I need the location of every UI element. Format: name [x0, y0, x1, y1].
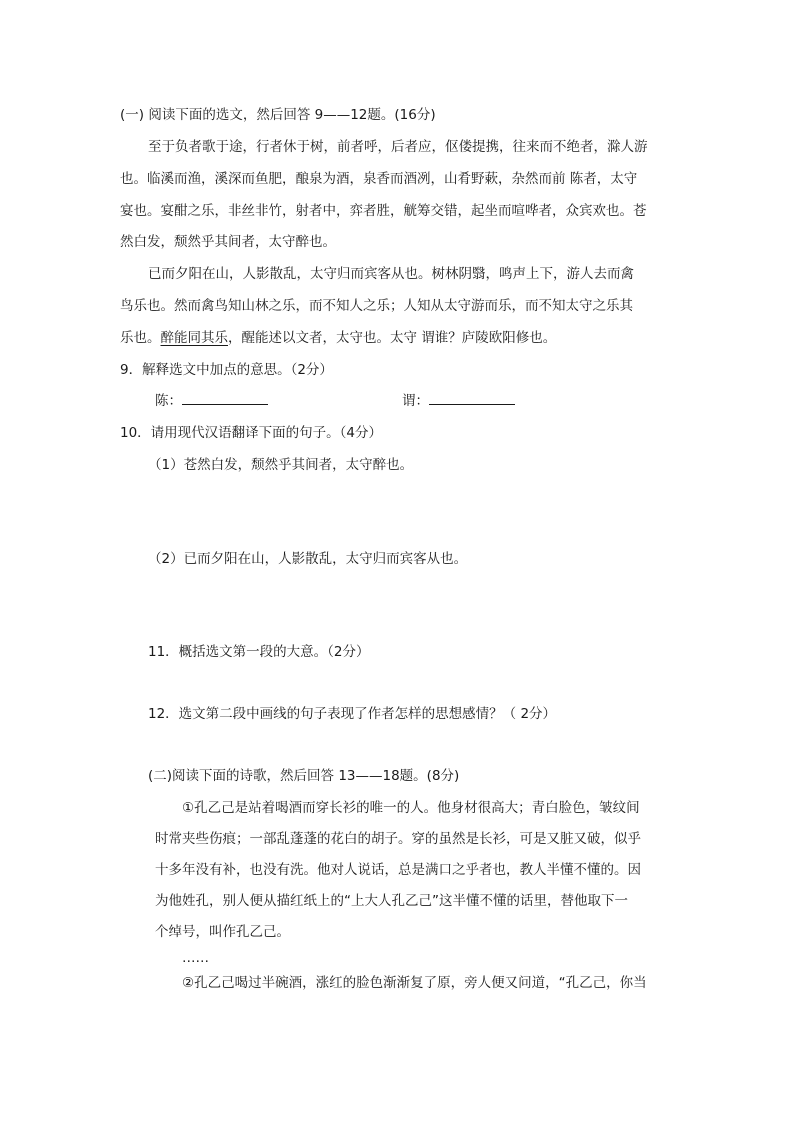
passage-line: 鸟乐也。然而禽鸟知山林之乐，而不知人之乐；人知从太守游而乐，而不知太守之乐其 [120, 298, 633, 314]
q9-item-chen [155, 392, 268, 410]
q10-sub2: （2）已而夕阳在山，人影散乱，太守归而宾客从也。 [148, 551, 468, 567]
poem-line: 个绰号，叫作孔乙己。 [155, 924, 290, 940]
passage-line: 宴也。宴酣之乐，非丝非竹，射者中，弈者胜，觥筹交错，起坐而喧哗者，众宾欢也。苍 [120, 203, 647, 219]
section2-header: (二)阅读下面的诗歌，然后回答 13——18题。(8分) [148, 768, 460, 784]
passage-line: 然白发，颓然乎其间者，太守醉也。 [120, 234, 336, 250]
poem-line: ②孔乙己喝过半碗酒，涨红的脸色渐渐复了原，旁人便又问道，“孔乙己，你当 [182, 975, 647, 991]
question-11: 11．概括选文第一段的大意。（2分） [148, 644, 370, 660]
section1-header: (一) 阅读下面的选文，然后回答 9——12题。(16分) [120, 107, 436, 123]
q9-label-wei: 谓： [402, 393, 429, 409]
question-12: 12．选文第二段中画线的句子表现了作者怎样的思想感情？（ 2分） [148, 706, 557, 722]
poem-line: 十多年没有补，也没有洗。他对人说话，总是满口之乎者也，教人半懂不懂的。因 [155, 862, 641, 878]
passage-line-with-underline [120, 329, 556, 347]
ellipsis: …… [182, 950, 209, 966]
q9-label-chen: 陈： [155, 393, 182, 409]
poem-line: 时常夹些伤痕；一部乱蓬蓬的花白的胡子。穿的虽然是长衫，可是又脏又破，似乎 [155, 831, 641, 847]
passage-line: 也。临溪而渔，溪深而鱼肥，酿泉为酒，泉香而酒冽，山肴野蔌，杂然而前 陈者，太守 [120, 171, 638, 187]
q9-item-wei [402, 392, 515, 410]
underlined-sentence: 醉能同其乐 [160, 330, 228, 346]
text-before-underline: 乐也。 [120, 330, 161, 346]
poem-line: ①孔乙己是站着喝酒而穿长衫的唯一的人。他身材很高大；青白脸色，皱纹间 [182, 800, 640, 816]
q9-answer-blank-chen[interactable] [182, 392, 268, 405]
q9-answer-blank-wei[interactable] [429, 392, 515, 405]
poem-line: 为他姓孔，别人便从描红纸上的“上大人孔乙己”这半懂不懂的话里，替他取下一 [155, 893, 628, 909]
passage-line: 至于负者歌于途，行者休于树，前者呼，后者应，伛偻提携，往来而不绝者，滁人游 [148, 139, 648, 155]
q10-sub1: （1）苍然白发，颓然乎其间者，太守醉也。 [148, 457, 414, 473]
question-10: 10．请用现代汉语翻译下面的句子。（4分） [120, 425, 383, 441]
passage-line: 已而夕阳在山，人影散乱，太守归而宾客从也。树林阴翳，鸣声上下，游人去而禽 [148, 266, 634, 282]
text-after-underline: ，醒能述以文者，太守也。太守 谓谁？庐陵欧阳修也。 [228, 330, 557, 346]
question-9: 9．解释选文中加点的意思。（2分） [120, 362, 333, 378]
